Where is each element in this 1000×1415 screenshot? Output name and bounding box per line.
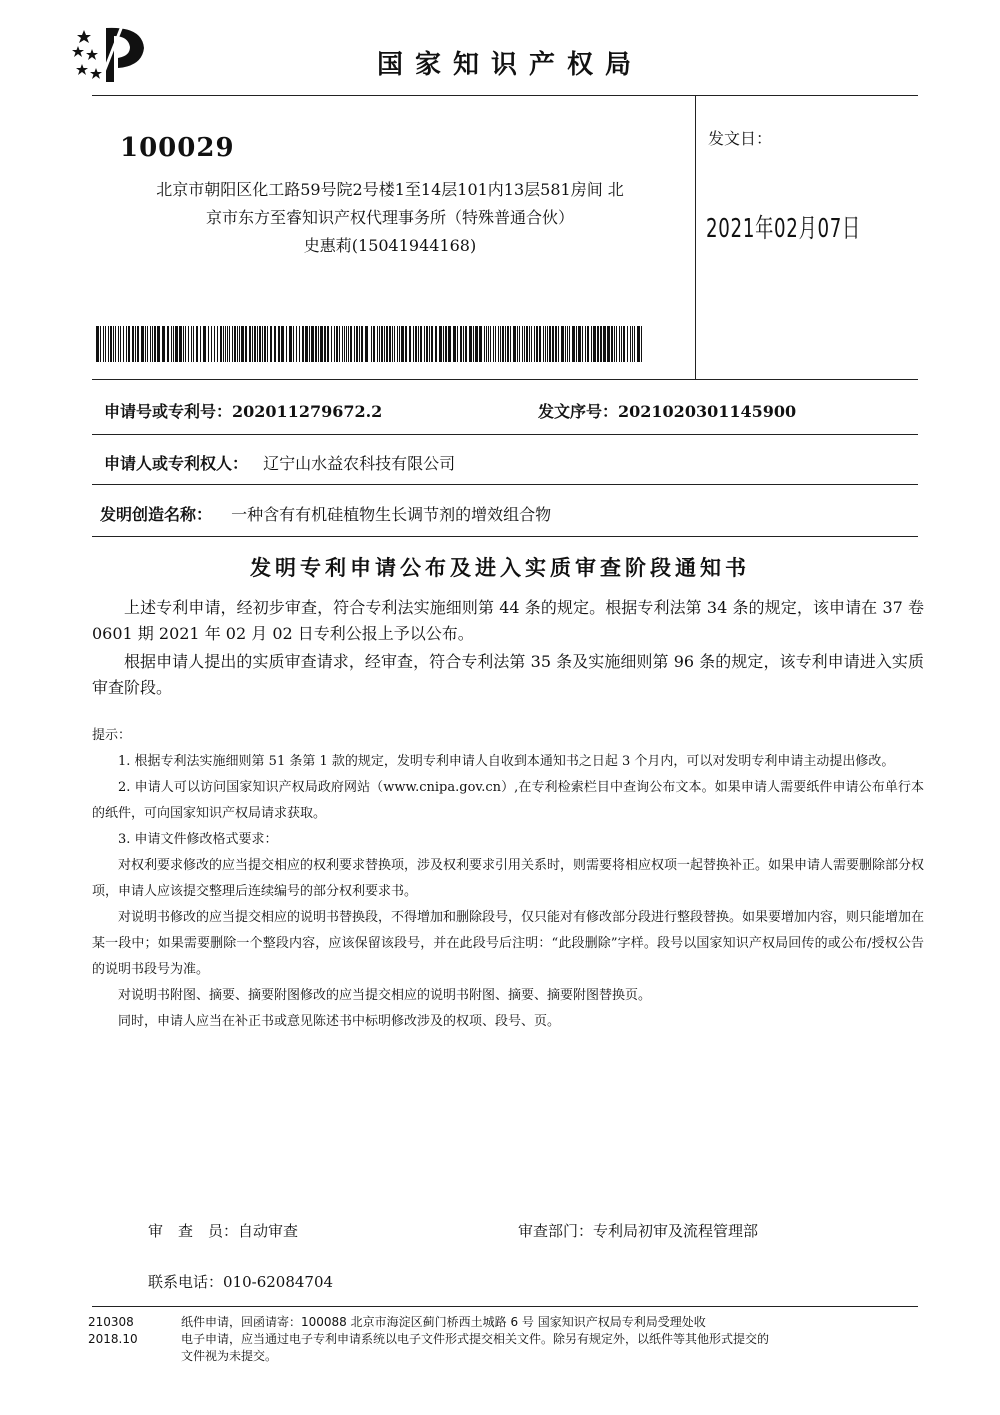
footer-divider: [92, 1306, 918, 1307]
tip-item: 对说明书附图、摘要、摘要附图修改的应当提交相应的说明书附图、摘要、摘要附图替换页。: [118, 988, 652, 1003]
document-number-label: 发文序号：: [538, 402, 619, 421]
field-divider: [92, 434, 918, 435]
field-divider: [92, 484, 918, 485]
postal-code: 100029: [120, 133, 235, 163]
applicant-row: [104, 451, 455, 474]
address-block-divider: [92, 379, 918, 380]
tip-item: 同时，申请人应当在补正书或意见陈述书中标明修改涉及的权项、段号、页。: [118, 1014, 561, 1029]
application-number: 202011279672.2: [232, 402, 383, 421]
invention-name: 一种含有有机硅植物生长调节剂的增效组合物: [231, 505, 552, 524]
tips-section: [92, 723, 924, 1035]
issue-date: 2021年02月07日: [706, 214, 861, 244]
phone-label: 联系电话：: [148, 1273, 224, 1291]
form-version: 2018.10: [88, 1332, 138, 1346]
examiner-label: 审 查 员：: [148, 1222, 239, 1240]
department-name: 专利局初审及流程管理部: [593, 1222, 759, 1240]
tip-item: 1. 根据专利法实施细则第 51 条第 1 款的规定，发明专利申请人自收到本通知书之日起 3 个月内，可以对发明专利申请主动提出修改。: [118, 754, 895, 769]
application-number-row: [104, 399, 382, 422]
examiner-row: [148, 1220, 298, 1241]
tip-item: 2. 申请人可以访问国家知识产权局政府网站（www.cnipa.gov.cn）,在专利检索栏目中查询公布文本。如果申请人需要纸件申请公布单行本的纸件，可向国家知识产权局请求获取。: [92, 780, 924, 821]
tip-item: 对权利要求修改的应当提交相应的权利要求替换项，涉及权利要求引用关系时，则需要将相应权项一起替换补正。如果申请人需要删除部分权项，申请人应该提交整理后连续编号的部分权利要求书。: [92, 858, 925, 899]
footer-line: 纸件申请，回函请寄：100088 北京市海淀区蓟门桥西土城路 6 号 国家知识产权局专利局受理处收: [181, 1315, 706, 1329]
date-column-divider: [695, 95, 696, 379]
tips-header: 提示：: [92, 728, 132, 743]
recipient-address: [110, 176, 670, 260]
header-divider: [92, 95, 918, 96]
field-divider: [92, 536, 918, 537]
notice-title: 发明专利申请公布及进入实质审查阶段通知书: [250, 556, 750, 580]
examiner-name: 自动审查: [238, 1222, 299, 1240]
barcode: [371, 326, 644, 362]
notice-paragraph: 根据申请人提出的实质审查请求，经审查，符合专利法第 35 条及实施细则第 96 条的规定，该专利申请进入实质审查阶段。: [92, 652, 924, 697]
footer-line: 电子申请，应当通过电子专利申请系统以电子文件形式提交相关文件。除另有规定外，以纸件等其他形式提交的: [181, 1332, 770, 1346]
address-line: 史惠莉(15041944168): [303, 236, 477, 255]
tip-item: 3. 申请文件修改格式要求：: [118, 832, 278, 847]
department-label: 审查部门：: [518, 1222, 594, 1240]
document-number: 2021020301145900: [618, 402, 797, 421]
tip-item: 对说明书修改的应当提交相应的说明书替换段，不得增加和删除段号，仅只能对有修改部分段进行整段替换。如果要增加内容，则只能增加在某一段中；如果需要删除一个整段内容，应该保留该段号，并在此段号后注明：“此段删除”字样。段号以国家知识产权局回传的或公布/授权公告的说明书段号为准。: [92, 910, 925, 977]
address-line: 北京市朝阳区化工路59号院2号楼1至14层101内13层581房间 北: [156, 180, 624, 199]
phone-number: 010-62084704: [223, 1273, 334, 1291]
applicant-name: 辽宁山水益农科技有限公司: [263, 454, 456, 473]
notice-paragraph: 上述专利申请，经初步审查，符合专利法实施细则第 44 条的规定。根据专利法第 34 条的规定，该申请在 37 卷 0601 期 2021 年 02 月 02 日专利公报上予以公布。: [92, 598, 924, 643]
invention-row: [100, 502, 551, 525]
footer-notes: [181, 1314, 926, 1365]
phone-row: [148, 1271, 333, 1292]
application-number-label: 申请号或专利号：: [104, 402, 233, 421]
footer-line: 文件视为未提交。: [181, 1349, 278, 1363]
form-code: 210308: [88, 1315, 134, 1329]
barcode: [96, 326, 369, 362]
issue-date-label: 发文日：: [708, 129, 773, 148]
invention-label: 发明创造名称：: [100, 505, 213, 524]
address-line: 京市东方至睿知识产权代理事务所（特殊普通合伙）: [205, 208, 574, 227]
department-row: [518, 1220, 758, 1241]
agency-name: 国家知识产权局: [376, 50, 643, 80]
document-number-row: [538, 399, 796, 422]
applicant-label: 申请人或专利权人：: [104, 454, 249, 473]
